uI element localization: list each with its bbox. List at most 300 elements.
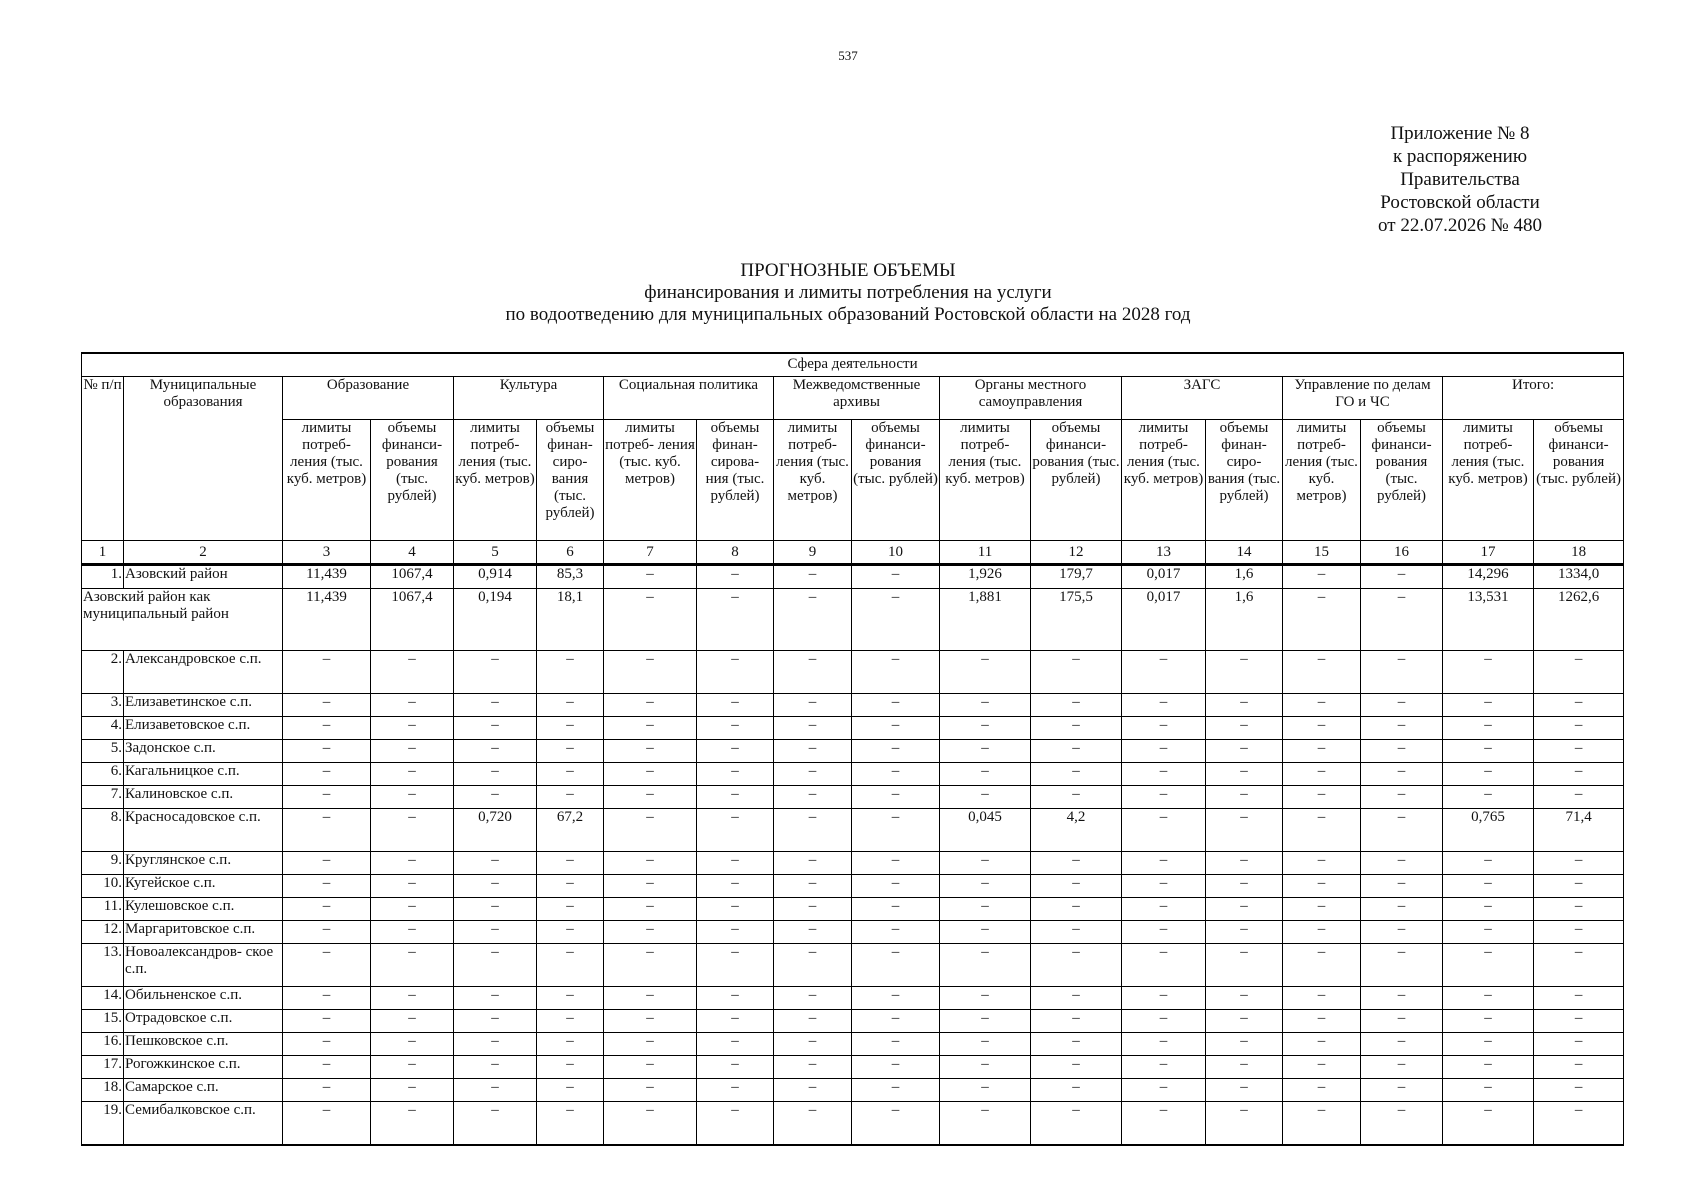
value-cell: –	[940, 1010, 1031, 1033]
value-cell: 1,6	[1206, 565, 1283, 589]
value-cell: –	[1122, 1033, 1206, 1056]
value-cell: –	[604, 694, 697, 717]
group-header: ЗАГС	[1122, 377, 1283, 420]
value-cell: –	[1443, 1010, 1534, 1033]
municipality-name-cell: Кагальницкое с.п.	[124, 763, 283, 786]
value-cell: –	[1534, 740, 1624, 763]
value-cell: –	[1283, 763, 1361, 786]
table-row	[82, 1033, 1624, 1056]
value-cell: –	[697, 809, 774, 852]
value-cell: –	[371, 786, 454, 809]
value-cell: –	[1283, 809, 1361, 852]
table-row	[82, 740, 1624, 763]
value-cell: –	[1206, 786, 1283, 809]
value-cell: –	[1206, 1056, 1283, 1079]
value-cell: –	[537, 717, 604, 740]
value-cell: –	[371, 1079, 454, 1102]
value-cell: –	[454, 921, 537, 944]
value-cell: –	[283, 875, 371, 898]
value-cell: –	[1031, 944, 1122, 987]
value-cell: –	[604, 589, 697, 651]
value-cell: 1,6	[1206, 589, 1283, 651]
table-row	[82, 875, 1624, 898]
value-cell: –	[537, 763, 604, 786]
subheader-cell: лимиты потреб- ления (тыс. куб. метров)	[283, 420, 371, 541]
subheader-cell: лимиты потреб- ления (тыс. куб. метров)	[774, 420, 852, 541]
municipality-name-cell: Елизаветовское с.п.	[124, 717, 283, 740]
value-cell: –	[1122, 763, 1206, 786]
value-cell: –	[1534, 1102, 1624, 1146]
column-number-cell: 16	[1361, 541, 1443, 565]
value-cell: –	[537, 651, 604, 694]
value-cell: 85,3	[537, 565, 604, 589]
value-cell: –	[774, 740, 852, 763]
value-cell: –	[1361, 565, 1443, 589]
value-cell: –	[1443, 763, 1534, 786]
value-cell: –	[1534, 717, 1624, 740]
value-cell: 1067,4	[371, 589, 454, 651]
value-cell: 0,914	[454, 565, 537, 589]
municipality-name-cell: Красносадовское с.п.	[124, 809, 283, 852]
value-cell: –	[283, 1079, 371, 1102]
value-cell: –	[697, 740, 774, 763]
value-cell: –	[1283, 651, 1361, 694]
value-cell: –	[371, 740, 454, 763]
subheader-cell: лимиты потреб- ления (тыс. куб. метров)	[604, 420, 697, 541]
municipality-name-cell: Елизаветинское с.п.	[124, 694, 283, 717]
value-cell: –	[371, 852, 454, 875]
value-cell: –	[940, 786, 1031, 809]
table-row	[82, 763, 1624, 786]
value-cell: –	[604, 875, 697, 898]
value-cell: –	[371, 717, 454, 740]
value-cell: –	[537, 1079, 604, 1102]
value-cell: –	[1534, 875, 1624, 898]
column-number-cell: 14	[1206, 541, 1283, 565]
column-number-cell: 6	[537, 541, 604, 565]
column-number-cell: 11	[940, 541, 1031, 565]
document-title: ПРОГНОЗНЫЕ ОБЪЕМЫ	[740, 260, 956, 281]
value-cell: –	[537, 852, 604, 875]
municipality-name-cell: Калиновское с.п.	[124, 786, 283, 809]
value-cell: –	[852, 694, 940, 717]
value-cell: –	[1361, 589, 1443, 651]
value-cell: –	[1122, 875, 1206, 898]
value-cell: –	[604, 651, 697, 694]
value-cell: –	[1031, 1079, 1122, 1102]
value-cell: –	[454, 1033, 537, 1056]
value-cell: –	[1283, 694, 1361, 717]
value-cell: –	[371, 1102, 454, 1146]
value-cell: –	[604, 786, 697, 809]
value-cell: –	[454, 852, 537, 875]
value-cell: –	[852, 852, 940, 875]
value-cell: –	[1122, 809, 1206, 852]
value-cell: –	[1206, 1033, 1283, 1056]
value-cell: –	[697, 1079, 774, 1102]
subheader-row	[82, 420, 1624, 541]
column-number-cell: 8	[697, 541, 774, 565]
group-header: Органы местного самоуправления	[940, 377, 1122, 420]
value-cell: –	[604, 898, 697, 921]
table-row	[82, 651, 1624, 694]
value-cell: –	[1283, 740, 1361, 763]
value-cell: 0,017	[1122, 589, 1206, 651]
value-cell: –	[1122, 852, 1206, 875]
value-cell: –	[774, 786, 852, 809]
value-cell: –	[1361, 852, 1443, 875]
value-cell: –	[1283, 565, 1361, 589]
value-cell: –	[774, 1033, 852, 1056]
group-header: Итого:	[1443, 377, 1624, 420]
value-cell: –	[1443, 786, 1534, 809]
value-cell: –	[371, 694, 454, 717]
value-cell: –	[1206, 651, 1283, 694]
value-cell: –	[940, 694, 1031, 717]
value-cell: 71,4	[1534, 809, 1624, 852]
value-cell: –	[940, 921, 1031, 944]
value-cell: 11,439	[283, 565, 371, 589]
value-cell: –	[1122, 1102, 1206, 1146]
value-cell: –	[1443, 717, 1534, 740]
value-cell: –	[283, 763, 371, 786]
value-cell: –	[774, 1010, 852, 1033]
value-cell: –	[1361, 786, 1443, 809]
value-cell: –	[283, 1056, 371, 1079]
row-number-cell: 4.	[82, 717, 124, 740]
value-cell: 0,194	[454, 589, 537, 651]
value-cell: –	[1283, 987, 1361, 1010]
value-cell: –	[774, 852, 852, 875]
value-cell: –	[1283, 786, 1361, 809]
value-cell: –	[1031, 740, 1122, 763]
value-cell: –	[940, 875, 1031, 898]
appendix-line: к распоряжению	[1392, 146, 1528, 167]
value-cell: –	[697, 651, 774, 694]
value-cell: –	[371, 898, 454, 921]
value-cell: –	[1283, 717, 1361, 740]
appendix-block	[1340, 122, 1580, 237]
row-number-cell: 1.	[82, 565, 124, 589]
value-cell: –	[697, 1033, 774, 1056]
value-cell: –	[604, 740, 697, 763]
value-cell: –	[1206, 1010, 1283, 1033]
value-cell: 1067,4	[371, 565, 454, 589]
row-number-cell: 5.	[82, 740, 124, 763]
value-cell: –	[1031, 694, 1122, 717]
value-cell: –	[852, 809, 940, 852]
forecast-table	[81, 352, 1624, 1146]
value-cell: –	[604, 944, 697, 987]
value-cell: –	[697, 1056, 774, 1079]
appendix-line: от 22.07.2026 № 480	[1378, 215, 1542, 236]
value-cell: –	[1361, 987, 1443, 1010]
value-cell: –	[1534, 651, 1624, 694]
value-cell: –	[1534, 852, 1624, 875]
value-cell: –	[697, 717, 774, 740]
value-cell: –	[774, 717, 852, 740]
value-cell: –	[852, 1079, 940, 1102]
value-cell: –	[774, 565, 852, 589]
value-cell: –	[1206, 1079, 1283, 1102]
value-cell: 0,045	[940, 809, 1031, 852]
value-cell: –	[1534, 1056, 1624, 1079]
table-row	[82, 944, 1624, 987]
value-cell: –	[697, 589, 774, 651]
value-cell: –	[1031, 1033, 1122, 1056]
value-cell: –	[697, 852, 774, 875]
value-cell: –	[1283, 921, 1361, 944]
value-cell: –	[454, 1102, 537, 1146]
row-number-cell: 18.	[82, 1079, 124, 1102]
value-cell: –	[774, 1102, 852, 1146]
municipality-name-cell: Азовский район как муниципальный район	[82, 589, 283, 651]
value-cell: –	[940, 1056, 1031, 1079]
value-cell: –	[774, 1056, 852, 1079]
municipality-name-cell: Кулешовское с.п.	[124, 898, 283, 921]
row-number-cell: 14.	[82, 987, 124, 1010]
value-cell: –	[774, 1079, 852, 1102]
value-cell: –	[604, 1079, 697, 1102]
group-header: Социальная политика	[604, 377, 774, 420]
value-cell: –	[604, 565, 697, 589]
value-cell: –	[1283, 944, 1361, 987]
municipality-name-cell: Семибалковское с.п.	[124, 1102, 283, 1146]
value-cell: –	[1361, 763, 1443, 786]
value-cell: –	[1443, 1033, 1534, 1056]
row-number-cell: 2.	[82, 651, 124, 694]
value-cell: –	[1283, 898, 1361, 921]
value-cell: –	[1443, 898, 1534, 921]
value-cell: –	[697, 987, 774, 1010]
table-row	[82, 852, 1624, 875]
value-cell: –	[1122, 1010, 1206, 1033]
value-cell: –	[371, 1033, 454, 1056]
value-cell: –	[283, 809, 371, 852]
value-cell: –	[774, 898, 852, 921]
row-number-cell: 19.	[82, 1102, 124, 1146]
value-cell: –	[940, 1079, 1031, 1102]
value-cell: –	[852, 898, 940, 921]
value-cell: –	[604, 1102, 697, 1146]
value-cell: –	[1206, 763, 1283, 786]
value-cell: –	[454, 651, 537, 694]
value-cell: 13,531	[1443, 589, 1534, 651]
value-cell: –	[852, 1056, 940, 1079]
appendix-line: Приложение № 8	[1390, 123, 1530, 144]
value-cell: –	[940, 740, 1031, 763]
value-cell: –	[697, 694, 774, 717]
value-cell: –	[604, 987, 697, 1010]
value-cell: 1,881	[940, 589, 1031, 651]
value-cell: –	[852, 717, 940, 740]
row-number-cell: 15.	[82, 1010, 124, 1033]
column-number-row	[82, 541, 1624, 565]
value-cell: –	[1122, 717, 1206, 740]
value-cell: 1334,0	[1534, 565, 1624, 589]
column-number-cell: 4	[371, 541, 454, 565]
row-number-cell: 12.	[82, 921, 124, 944]
value-cell: –	[1361, 1056, 1443, 1079]
value-cell: –	[852, 763, 940, 786]
value-cell: –	[774, 763, 852, 786]
value-cell: –	[1031, 921, 1122, 944]
column-number-cell: 9	[774, 541, 852, 565]
value-cell: –	[940, 944, 1031, 987]
value-cell: –	[1206, 740, 1283, 763]
value-cell: –	[283, 1010, 371, 1033]
value-cell: –	[1534, 786, 1624, 809]
municipality-name-cell: Самарское с.п.	[124, 1079, 283, 1102]
value-cell: –	[1443, 987, 1534, 1010]
group-header: Образование	[283, 377, 454, 420]
value-cell: –	[283, 717, 371, 740]
sphere-header: Сфера деятельности	[82, 353, 1624, 377]
table-row	[82, 1056, 1624, 1079]
subheader-cell: объемы финанси- рования (тыс. рублей)	[852, 420, 940, 541]
subheader-cell: объемы финанси- рования (тыс. рублей)	[1534, 420, 1624, 541]
row-number-cell: 13.	[82, 944, 124, 987]
value-cell: 18,1	[537, 589, 604, 651]
value-cell: –	[697, 944, 774, 987]
value-cell: –	[1031, 717, 1122, 740]
value-cell: –	[1031, 1010, 1122, 1033]
value-cell: –	[537, 987, 604, 1010]
table-row	[82, 694, 1624, 717]
value-cell: –	[852, 921, 940, 944]
value-cell: –	[1283, 1079, 1361, 1102]
value-cell: –	[537, 921, 604, 944]
value-cell: –	[1283, 1102, 1361, 1146]
subheader-cell: объемы финан- сиро- вания (тыс. рублей)	[1206, 420, 1283, 541]
municipality-name-cell: Рогожкинское с.п.	[124, 1056, 283, 1079]
document-subtitle: по водоотведению для муниципальных образований Ростовской области на 2028 год	[505, 304, 1191, 325]
value-cell: 4,2	[1031, 809, 1122, 852]
value-cell: –	[604, 921, 697, 944]
value-cell: –	[604, 1056, 697, 1079]
value-cell: –	[697, 875, 774, 898]
value-cell: –	[371, 1056, 454, 1079]
value-cell: –	[1283, 589, 1361, 651]
value-cell: –	[852, 944, 940, 987]
value-cell: –	[1122, 1079, 1206, 1102]
table-row	[82, 786, 1624, 809]
row-number-cell: 9.	[82, 852, 124, 875]
value-cell: 11,439	[283, 589, 371, 651]
value-cell: –	[697, 565, 774, 589]
value-cell: –	[697, 921, 774, 944]
value-cell: –	[283, 1033, 371, 1056]
value-cell: –	[1031, 1056, 1122, 1079]
value-cell: –	[283, 944, 371, 987]
value-cell: –	[604, 852, 697, 875]
value-cell: –	[852, 1010, 940, 1033]
value-cell: –	[774, 694, 852, 717]
value-cell: –	[454, 944, 537, 987]
value-cell: –	[1361, 1102, 1443, 1146]
value-cell: –	[1361, 944, 1443, 987]
table-row	[82, 1079, 1624, 1102]
col-no-header: № п/п	[82, 377, 124, 541]
value-cell: –	[283, 987, 371, 1010]
value-cell: –	[1361, 1010, 1443, 1033]
column-number-cell: 1	[82, 541, 124, 565]
value-cell: –	[852, 740, 940, 763]
value-cell: –	[283, 694, 371, 717]
value-cell: –	[1122, 651, 1206, 694]
value-cell: –	[537, 944, 604, 987]
value-cell: –	[537, 786, 604, 809]
value-cell: –	[1443, 1079, 1534, 1102]
value-cell: –	[940, 651, 1031, 694]
value-cell: –	[1534, 944, 1624, 987]
appendix-line: Ростовской области	[1380, 192, 1540, 213]
row-number-cell: 16.	[82, 1033, 124, 1056]
value-cell: –	[1122, 694, 1206, 717]
value-cell: –	[1361, 809, 1443, 852]
value-cell: –	[283, 786, 371, 809]
value-cell: –	[1283, 875, 1361, 898]
value-cell: –	[1283, 852, 1361, 875]
subheader-cell: объемы финан- сиро- вания (тыс. рублей)	[537, 420, 604, 541]
value-cell: –	[940, 1102, 1031, 1146]
row-number-cell: 3.	[82, 694, 124, 717]
value-cell: –	[283, 740, 371, 763]
value-cell: –	[1443, 875, 1534, 898]
value-cell: –	[1283, 1033, 1361, 1056]
value-cell: –	[1206, 717, 1283, 740]
value-cell: 14,296	[1443, 565, 1534, 589]
value-cell: 0,720	[454, 809, 537, 852]
value-cell: –	[283, 1102, 371, 1146]
value-cell: –	[537, 1056, 604, 1079]
value-cell: –	[537, 740, 604, 763]
value-cell: –	[1443, 651, 1534, 694]
value-cell: –	[1534, 694, 1624, 717]
value-cell: –	[283, 651, 371, 694]
value-cell: –	[1443, 1056, 1534, 1079]
value-cell: –	[1534, 921, 1624, 944]
value-cell: –	[1031, 651, 1122, 694]
value-cell: –	[852, 987, 940, 1010]
subheader-cell: лимиты потреб- ления (тыс. куб. метров)	[1122, 420, 1206, 541]
value-cell: –	[1031, 763, 1122, 786]
table-row	[82, 987, 1624, 1010]
value-cell: –	[852, 589, 940, 651]
value-cell: –	[1361, 651, 1443, 694]
value-cell: –	[1122, 944, 1206, 987]
value-cell: –	[371, 921, 454, 944]
value-cell: –	[1361, 694, 1443, 717]
municipality-name-cell: Кугейское с.п.	[124, 875, 283, 898]
value-cell: –	[774, 921, 852, 944]
value-cell: –	[283, 921, 371, 944]
value-cell: –	[1361, 1079, 1443, 1102]
value-cell: –	[283, 898, 371, 921]
value-cell: –	[1031, 987, 1122, 1010]
value-cell: –	[283, 852, 371, 875]
value-cell: 1262,6	[1534, 589, 1624, 651]
row-number-cell: 10.	[82, 875, 124, 898]
value-cell: –	[371, 651, 454, 694]
value-cell: –	[1361, 1033, 1443, 1056]
table-row	[82, 565, 1624, 589]
value-cell: –	[1122, 786, 1206, 809]
value-cell: –	[454, 763, 537, 786]
subheader-cell: лимиты потреб- ления (тыс. куб. метров)	[940, 420, 1031, 541]
value-cell: –	[940, 852, 1031, 875]
value-cell: –	[697, 763, 774, 786]
